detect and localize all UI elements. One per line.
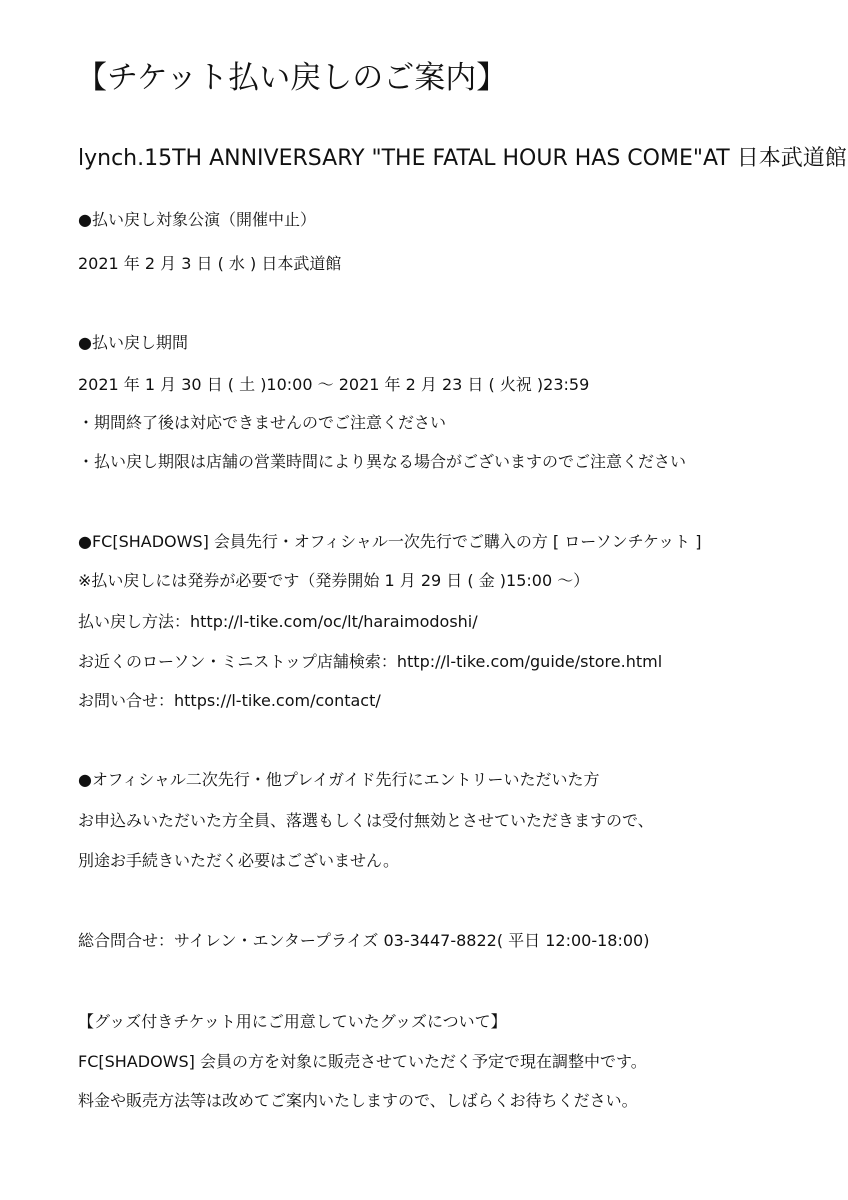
event-title: lynch.15TH ANNIVERSARY "THE FATAL HOUR HAS COME"AT 日本武道館: [78, 146, 847, 171]
goods-note-2: 料金や販売方法等は改めてご案内いたしますので、しばらくお待ちください。: [78, 1091, 638, 1110]
section-heading-fc: ●FC[SHADOWS] 会員先行・オフィシャル一次先行でご購入の方 [ ローソンチケット ]: [78, 532, 702, 551]
period-note-1: ・期間終了後は対応できませんのでご注意ください: [78, 413, 447, 432]
refund-period-range: 2021 年 1 月 30 日 ( 土 )10:00 〜 2021 年 2 月 23 日 ( 火祝 )23:59: [78, 375, 590, 394]
contact-link[interactable]: お問い合せ：https://l-tike.com/contact/: [78, 691, 381, 710]
official2-note-2: 別途お手続きいただく必要はございません。: [78, 851, 399, 870]
period-note-2: ・払い戻し期限は店舗の営業時間により異なる場合がございますのでご注意ください: [78, 452, 687, 471]
section-heading-official2: ●オフィシャル二次先行・他プレイガイド先行にエントリーいただいた方: [78, 770, 600, 789]
section-heading-goods: 【グッズ付きチケット用にご用意していたグッズについて】: [78, 1012, 507, 1031]
fc-ticketing-note: ※払い戻しには発券が必要です（発券開始 1 月 29 日 ( 金 )15:00 〜）: [78, 571, 590, 590]
section-heading-period: ●払い戻し期間: [78, 333, 188, 352]
general-contact: 総合問合せ：サイレン・エンタープライズ 03-3447-8822( 平日 12:00-18:00): [78, 931, 650, 950]
official2-note-1: お申込みいただいた方全員、落選もしくは受付無効とさせていただきますので、: [78, 811, 654, 830]
store-search-link[interactable]: お近くのローソン・ミニストップ店舗検索：http://l-tike.com/guide/store.html: [78, 652, 663, 671]
section-heading-target: ●払い戻し対象公演（開催中止）: [78, 210, 316, 229]
target-date-venue: 2021 年 2 月 3 日 ( 水 ) 日本武道館: [78, 254, 342, 273]
goods-note-1: FC[SHADOWS] 会員の方を対象に販売させていただく予定で現在調整中です。: [78, 1052, 647, 1071]
refund-method-link[interactable]: 払い戻し方法：http://l-tike.com/oc/lt/haraimodoshi/: [78, 612, 478, 631]
page-title: 【チケット払い戻しのご案内】: [76, 60, 508, 96]
